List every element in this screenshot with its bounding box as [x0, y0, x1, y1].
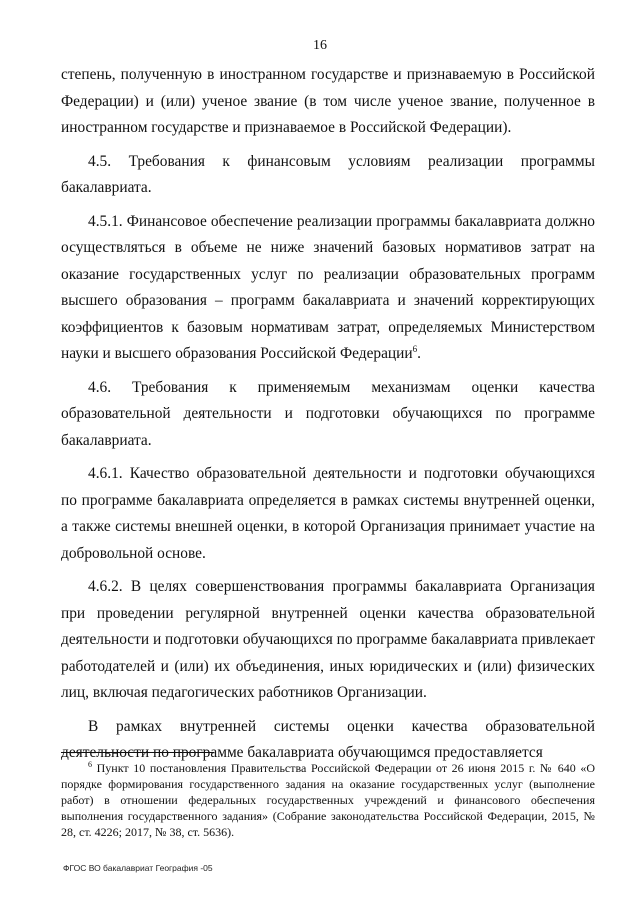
- footnote-divider: [61, 752, 214, 753]
- section-4-6-heading: 4.6. Требования к применяемым механизмам оценки качества образовательной деятельности и подготовки обучающихся по программе бакалавриата.: [61, 378, 595, 449]
- footnote-text: Пункт 10 постановления Правительства Российской Федерации от 26 июня 2015 г. № 640 «О порядке формирования государственного задания на оказание государственных услуг (выполнение работ) в отношении федеральных государственных учреждений и финансового обеспечения выполнения государственного задания» (Собрание законодательства Российской Федерации, 2015, № 28, ст. 4226; 2017, № 38, ст. 5636).: [61, 761, 595, 839]
- paragraph-4-5-1-end: .: [417, 345, 421, 362]
- paragraph-continuation: степень, полученную в иностранном государстве и признаваемую в Российской Федерации) и (или) ученое звание (в том числе ученое звание, полученное в иностранном государстве и признаваемое в Российской Федерации).: [61, 66, 595, 136]
- footnote-marker: 6: [88, 760, 92, 769]
- paragraph-4-6-2: 4.6.2. В целях совершенствования программы бакалавриата Организация при проведении регулярной внутренней оценки качества образовательной деятельности и подготовки обучающихся по программе бакалавриата привлекает работодателей и (или) их объединения, иных юридических и (или) физических лиц, включая педагогических работников Организации.: [61, 578, 596, 701]
- body-text: [61, 62, 595, 774]
- footer-label: ФГОС ВО бакалавриат География -05: [63, 863, 213, 873]
- paragraph-4-5-1: [61, 209, 595, 368]
- paragraph-4-5-1-text: 4.5.1. Финансовое обеспечение реализации программы бакалавриата должно осуществляться в объеме не ниже значений базовых нормативов затрат на оказание государственных услуг по реализации образовательных программ высшего образования – программ бакалавриата и значений корректирующих коэффициентов к базовым нормативам затрат, определяемых Министерством науки и высшего образования Российской Федерации: [61, 212, 595, 362]
- page-number: 16: [313, 38, 327, 53]
- footnote: [61, 760, 595, 840]
- footnote-reference: 6: [412, 343, 418, 354]
- paragraph-internal-assessment: В рамках внутренней системы оценки качества образовательной деятельности по программе бакалавриата обучающимся предоставляется: [61, 717, 595, 761]
- paragraph-4-6-1: 4.6.1. Качество образовательной деятельности и подготовки обучающихся по программе бакалавриата определяется в рамках системы внутренней оценки, а также системы внешней оценки, в которой Организация принимает участие на добровольной основе.: [61, 465, 595, 562]
- section-4-5-heading: 4.5. Требования к финансовым условиям реализации программы бакалавриата.: [61, 152, 595, 196]
